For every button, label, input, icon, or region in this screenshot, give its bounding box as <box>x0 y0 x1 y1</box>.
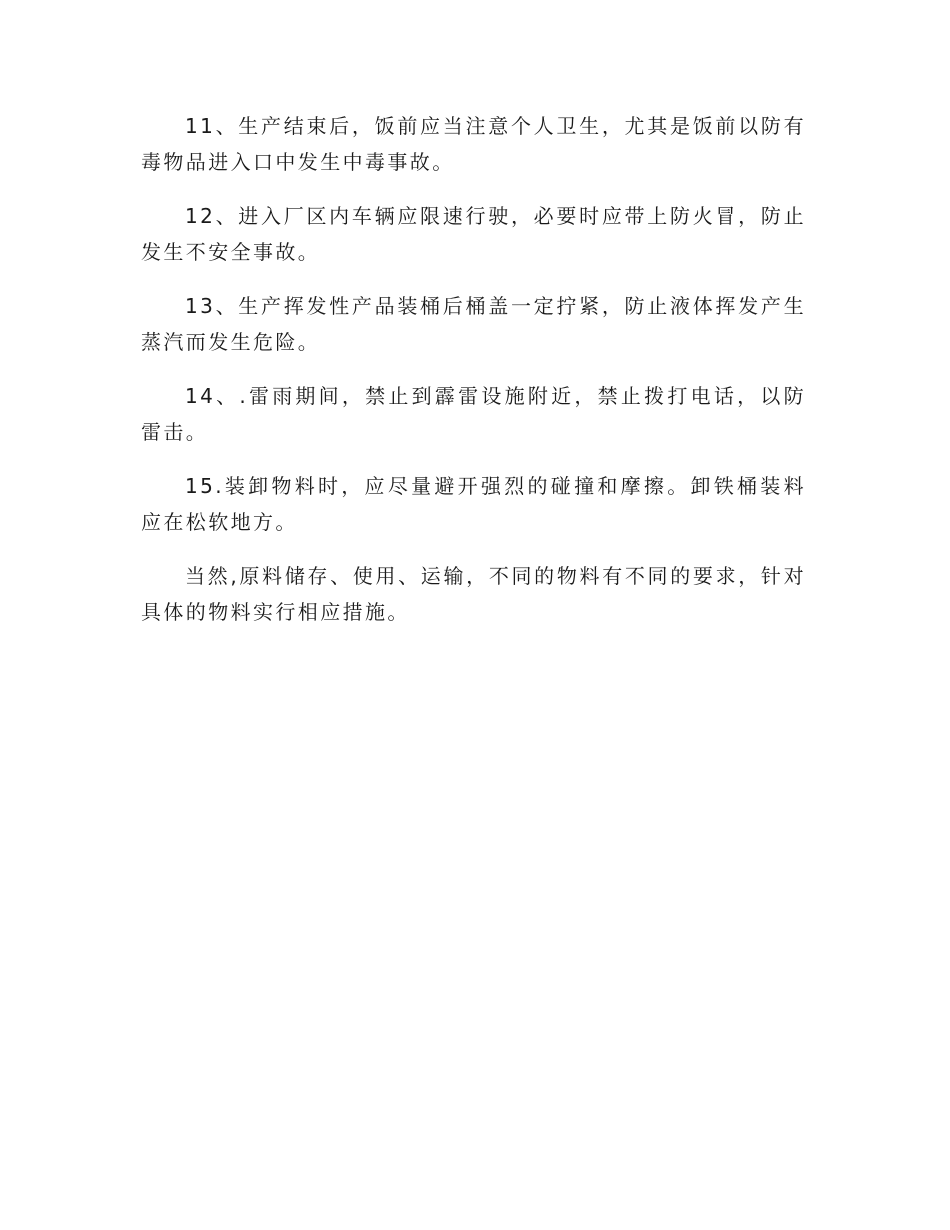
paragraph-item-12: 12、进入厂区内车辆应限速行驶，必要时应带上防火冒，防止发生不安全事故。 <box>141 204 806 264</box>
closing-paragraph: 当然,原料储存、使用、运输，不同的物料有不同的要求，针对具体的物料实行相应措施。 <box>141 564 806 624</box>
paragraph-item-15: 15.装卸物料时，应尽量避开强烈的碰撞和摩擦。卸铁桶装料应在松软地方。 <box>141 474 806 534</box>
paragraph-item-13: 13、生产挥发性产品装桶后桶盖一定拧紧，防止液体挥发产生蒸汽而发生危险。 <box>141 294 806 354</box>
paragraph-item-11: 11、生产结束后，饭前应当注意个人卫生，尤其是饭前以防有毒物品进入口中发生中毒事故。 <box>141 114 806 174</box>
document-body <box>141 108 806 648</box>
paragraph-item-14: 14、.雷雨期间，禁止到霹雷设施附近，禁止拨打电话，以防雷击。 <box>141 384 806 444</box>
